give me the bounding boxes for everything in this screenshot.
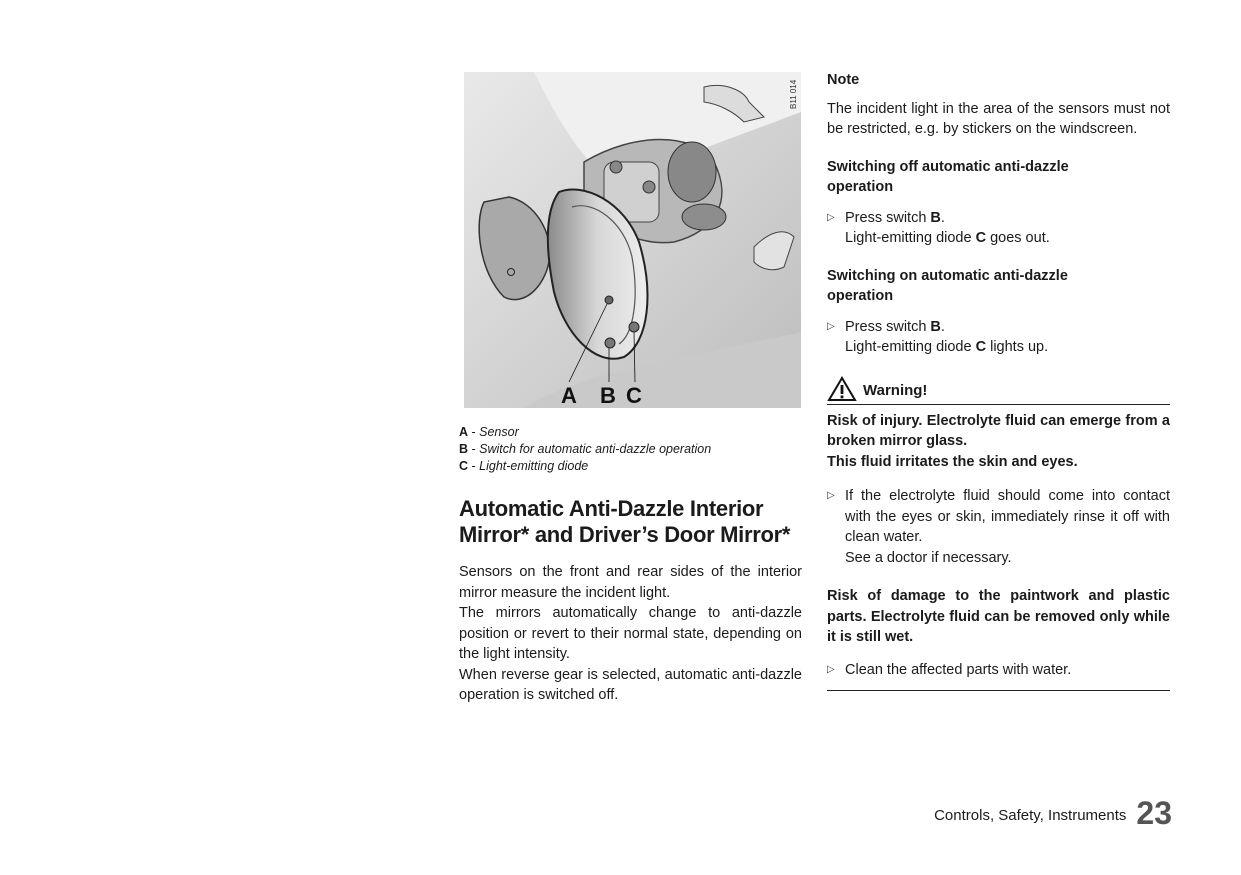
section-heading: Automatic Anti-Dazzle Interior Mirror* and Driver’s Door Mirror* (459, 496, 791, 547)
mirror-illustration (464, 72, 801, 408)
legend-item: B - Switch for automatic anti-dazzle operation (459, 442, 712, 456)
warning-injury: Risk of injury. Electrolyte fluid can emerge from a broken mirror glass. (827, 412, 1170, 449)
footer-section: Controls, Safety, Instruments (934, 807, 1127, 824)
paragraph: Sensors on the front and rear sides of the interior mirror measure the incident light. (459, 564, 802, 601)
warning-step: ▷ If the electrolyte fluid should come into contact with the eyes or skin, immediately rinse it off with clean water. See a doctor if necessary. (827, 486, 1170, 568)
step-arrow-icon: ▷ (827, 211, 835, 223)
figure-code: B11 014 (789, 79, 798, 109)
switch-on-title: Switching on automatic anti-dazzle operation (827, 267, 1068, 304)
callout-a: A (561, 383, 577, 408)
step-arrow-icon: ▷ (827, 663, 835, 675)
warning-irritation: This fluid irritates the skin and eyes. (827, 453, 1078, 470)
page-footer (900, 790, 1172, 830)
callout-c: C (626, 383, 642, 408)
callout-b: B (600, 383, 616, 408)
paragraph: The mirrors automatically change to anti-dazzle position or revert to their normal state, depending on the light intensity. (459, 605, 802, 662)
legend-item: A - Sensor (459, 425, 519, 439)
description-text (459, 562, 802, 706)
note-text: The incident light in the area of the sensors must not be restricted, e.g. by stickers on the windscreen. (827, 100, 1170, 137)
switch-off-title: Switching off automatic anti-dazzle operation (827, 158, 1069, 195)
right-column (827, 70, 1170, 691)
paragraph: When reverse gear is selected, automatic anti-dazzle operation is switched off. (459, 666, 802, 703)
damage-step: ▷ Clean the affected parts with water. (827, 660, 1170, 692)
warning-title: Warning! (863, 382, 928, 399)
legend-item: C - Light-emitting diode (459, 459, 589, 473)
switch-on-step: ▷ Press switch B. Light-emitting diode C lights up. (827, 317, 1170, 358)
warning-triangle-icon (827, 376, 857, 402)
damage-warning: Risk of damage to the paintwork and plastic parts. Electrolyte fluid can be removed only while it is still wet. (827, 588, 1170, 645)
step-arrow-icon: ▷ (827, 490, 835, 501)
page-number: 23 (1136, 795, 1172, 831)
switch-off-step: ▷ Press switch B. Light-emitting diode C goes out. (827, 208, 1170, 249)
step-arrow-icon: ▷ (827, 320, 835, 332)
figure-legend (459, 424, 711, 475)
note-title: Note (827, 72, 860, 88)
warning-header (827, 376, 1170, 405)
